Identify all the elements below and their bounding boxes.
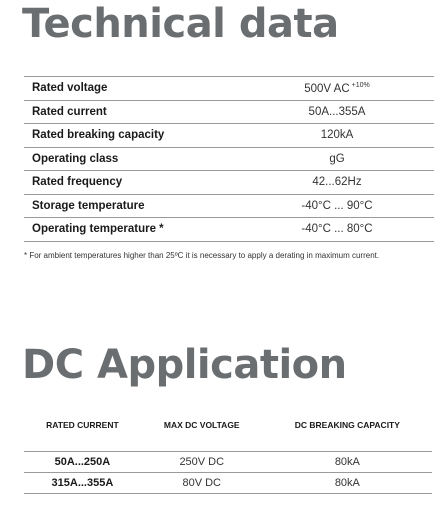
column-header-max-dc-voltage: MAX DC VOLTAGE — [163, 420, 240, 430]
table-row — [24, 77, 434, 101]
technical-data-table — [24, 76, 434, 242]
rated-voltage-tolerance: +10% — [351, 81, 370, 89]
spec-value: 120kA — [232, 124, 434, 148]
spec-label: Rated breaking capacity — [24, 124, 232, 148]
table-row — [24, 100, 434, 124]
max-voltage-cell: 250V DC — [141, 452, 263, 473]
spec-label: Rated frequency — [24, 171, 232, 195]
spec-value: 42...62Hz — [232, 171, 434, 195]
table-row — [24, 452, 432, 473]
dc-application-title: DC Application — [22, 342, 347, 388]
table-row — [24, 218, 434, 242]
spec-label: Storage temperature — [24, 194, 232, 218]
rated-voltage-value: 500V AC — [304, 82, 350, 95]
technical-data-title: Technical data — [22, 1, 339, 47]
spacer-cell — [24, 439, 432, 452]
spec-value: -40°C ... 90°C — [232, 194, 434, 218]
spec-label: Operating class — [24, 147, 232, 171]
breaking-capacity-cell: 80kA — [263, 473, 432, 494]
breaking-capacity-cell: 80kA — [263, 452, 432, 473]
footnote: * For ambient temperatures higher than 25ºC it is necessary to apply a derating in maximum current. — [24, 251, 380, 260]
spec-label: Operating temperature * — [24, 218, 232, 242]
spec-label: Rated current — [24, 100, 232, 124]
table-row — [24, 147, 434, 171]
table-row — [24, 124, 434, 148]
column-header-dc-breaking-capacity: DC BREAKING CAPACITY — [294, 420, 400, 430]
spacer-row — [24, 439, 432, 452]
spec-value: gG — [232, 147, 434, 171]
max-voltage-cell: 80V DC — [141, 473, 263, 494]
spec-value: -40°C ... 80°C — [232, 218, 434, 242]
rated-current-cell: 50A...250A — [24, 452, 141, 473]
dc-application-table — [24, 411, 432, 494]
column-header-rated-current: RATED CURRENT — [46, 420, 119, 430]
spec-value: 50A...355A — [232, 100, 434, 124]
table-row — [24, 194, 434, 218]
table-row — [24, 473, 432, 494]
rated-current-cell: 315A...355A — [24, 473, 141, 494]
table-row — [24, 171, 434, 195]
spec-value — [232, 77, 434, 101]
spec-label: Rated voltage — [24, 77, 232, 101]
header-row — [24, 411, 432, 439]
